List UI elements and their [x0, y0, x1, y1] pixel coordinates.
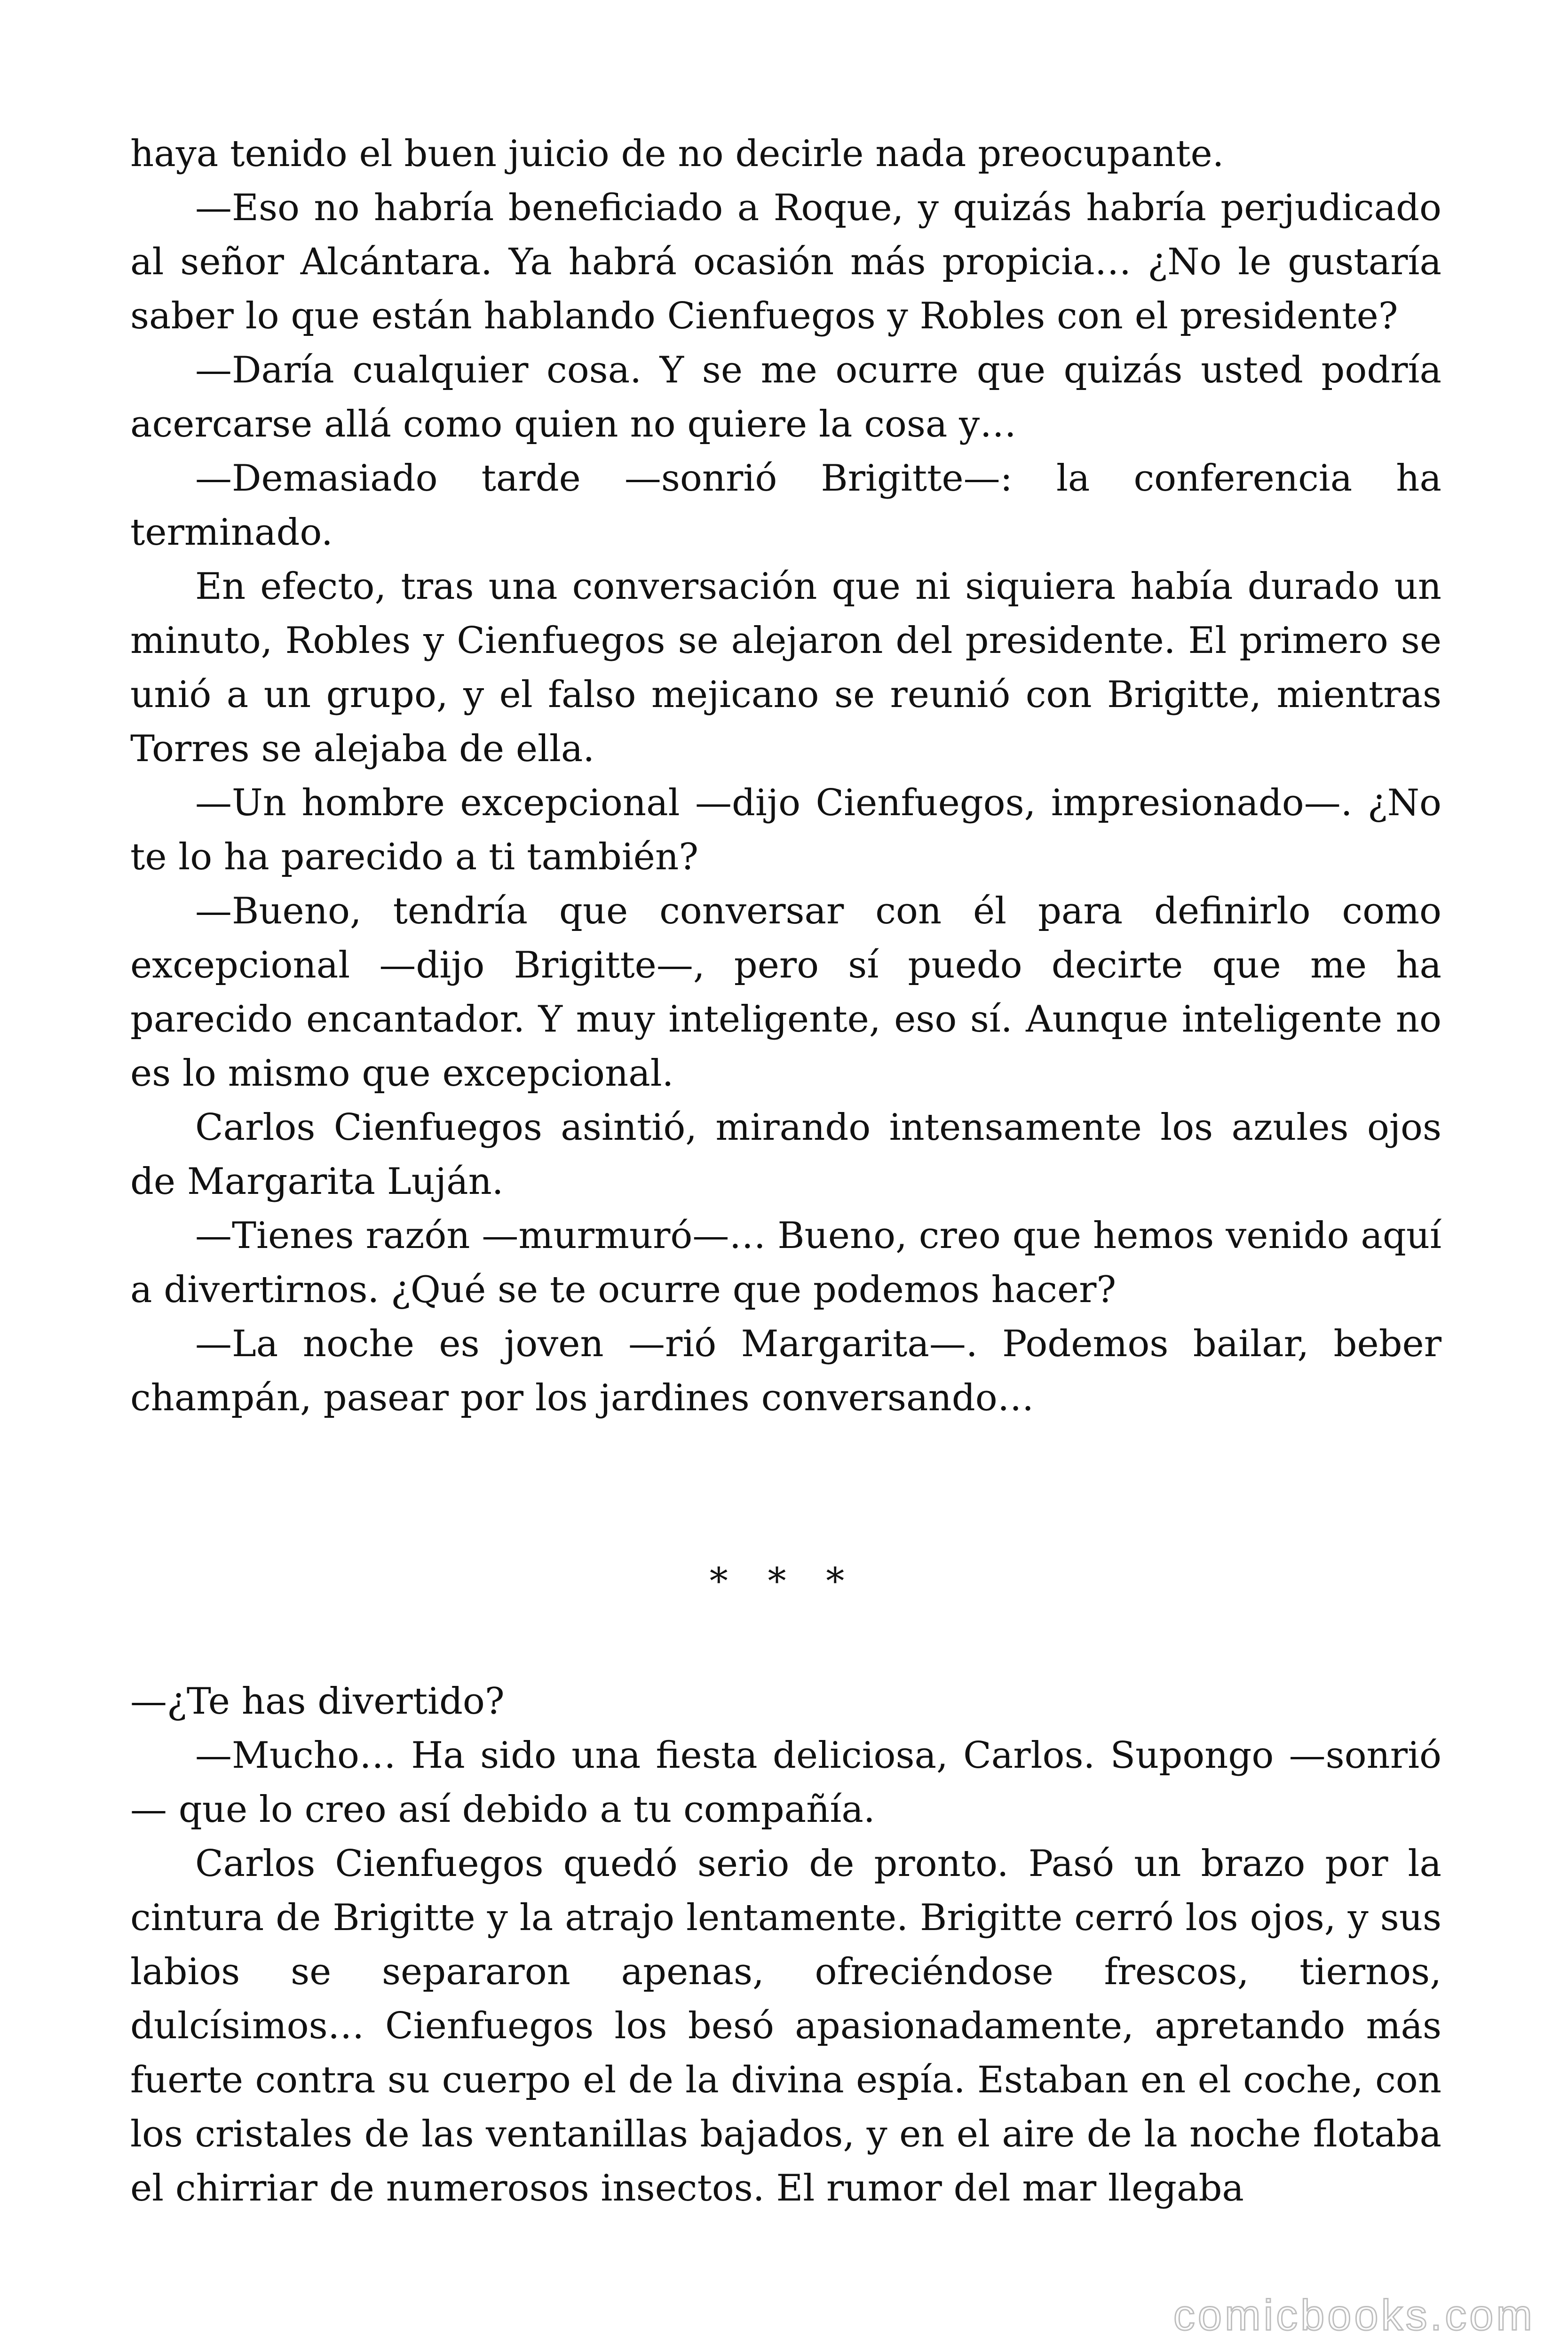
paragraph: —La noche es joven —rió Margarita—. Podemos bailar, beber champán, pasear por los jardines conversando…	[130, 1323, 1441, 1419]
paragraph: —Tienes razón —murmuró—… Bueno, creo que hemos venido aquí a divertirnos. ¿Qué se te ocurre que podemos hacer?	[130, 1215, 1441, 1311]
paragraph: —Eso no habría beneficiado a Roque, y quizás habría perjudicado al señor Alcántara. Ya habrá ocasión más propicia… ¿No le gustaría saber lo que están hablando Cienfuegos y Robles con el presidente?	[130, 187, 1441, 337]
watermark-logo: comicbooks.com	[1173, 2291, 1535, 2339]
paragraph: —Daría cualquier cosa. Y se me ocurre que quizás usted podría acercarse allá como quien no quiere la cosa y…	[130, 349, 1441, 445]
paragraph: —Demasiado tarde —sonrió Brigitte—: la conferencia ha terminado.	[130, 457, 1441, 554]
paragraph: Carlos Cienfuegos asintió, mirando intensamente los azules ojos de Margarita Luján.	[130, 1106, 1441, 1203]
text-block-top	[130, 127, 1441, 1425]
paragraph: —Un hombre excepcional —dijo Cienfuegos, impresionado—. ¿No te lo ha parecido a ti también?	[130, 782, 1441, 878]
text-block-bottom	[130, 1675, 1441, 2216]
section-separator: * * *	[709, 1560, 859, 1603]
paragraph: Carlos Cienfuegos quedó serio de pronto. Pasó un brazo por la cintura de Brigitte y la atrajo lentamente. Brigitte cerró los ojos, y sus labios se separaron apenas, ofreciéndose frescos, tiernos, dulcísimos… Cienfuegos los besó apasionadamente, apretando más fuerte contra su cuerpo el de la divina espía. Estaban en el coche, con los cristales de las ventanillas bajados, y en el aire de la noche flotaba el chirriar de numerosos insectos. El rumor del mar llegaba	[130, 1843, 1441, 2209]
paragraph: —Mucho… Ha sido una fiesta deliciosa, Carlos. Supongo —sonrió— que lo creo así debido a tu compañía.	[130, 1734, 1441, 1831]
paragraph: —Bueno, tendría que conversar con él para definirlo como excepcional —dijo Brigitte—, pero sí puedo decirte que me ha parecido encantador. Y muy inteligente, eso sí. Aunque inteligente no es lo mismo que excepcional.	[130, 890, 1441, 1095]
paragraph: —¿Te has divertido?	[130, 1680, 505, 1723]
paragraph: En efecto, tras una conversación que ni siquiera había durado un minuto, Robles y Cienfuegos se alejaron del presidente. El primero se unió a un grupo, y el falso mejicano se reunió con Brigitte, mientras Torres se alejaba de ella.	[130, 565, 1441, 770]
paragraph: haya tenido el buen juicio de no decirle nada preocupante.	[130, 133, 1224, 175]
